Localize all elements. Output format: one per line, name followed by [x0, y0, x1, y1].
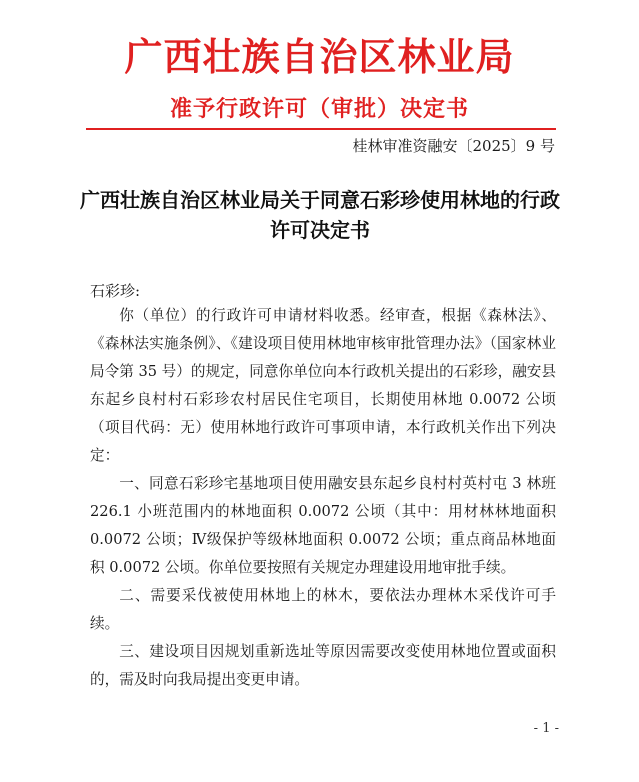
red-header-divider [86, 128, 556, 130]
addressee: 石彩珍: [90, 282, 141, 300]
document-title: 广西壮族自治区林业局关于同意石彩珍使用林地的行政许可决定书 [80, 188, 560, 242]
body-paragraph-item-2: 二、需要采伐被使用林地上的林木，要依法办理林木采伐许可手续。 [90, 587, 556, 632]
issuing-organization-title: 广西壮族自治区林业局 [124, 34, 515, 79]
document-number: 桂林审准资融安〔2025〕9 号 [352, 137, 555, 155]
document-type-heading: 准予行政许可（审批）决定书 [169, 96, 469, 122]
document-body [90, 302, 556, 694]
body-paragraph-item-1: 一、同意石彩珍宅基地项目使用融安县东起乡良村村英村屯 3 林班 226.1 小班范围内的林地面积 0.0072 公顷（其中：用材林林地面积 0.0072 公顷；Ⅳ级保护等级林地面积 0.0072 公顷；重点商品林地面积 0.0072 公顷。你单位要按照有关规定办理建设用地审批手续。 [90, 475, 556, 576]
body-paragraph-intro: 你（单位）的行政许可申请材料收悉。经审查，根据《森林法》、《森林法实施条例》、《建设项目使用林地审核审批管理办法》（国家林业局令第 35 号）的规定，同意你单位向本行政机关提出的石彩珍，融安县东起乡良村村石彩珍农村居民住宅项目，长期使用林地 0.0072 公顷（项目代码：无）使用林地行政许可事项申请，本行政机关作出下列决定： [90, 307, 556, 464]
body-paragraph-item-3: 三、建设项目因规划重新选址等原因需要改变使用林地位置或面积的，需及时向我局提出变更申请。 [90, 643, 556, 688]
page-number: - 1 - [533, 721, 559, 736]
